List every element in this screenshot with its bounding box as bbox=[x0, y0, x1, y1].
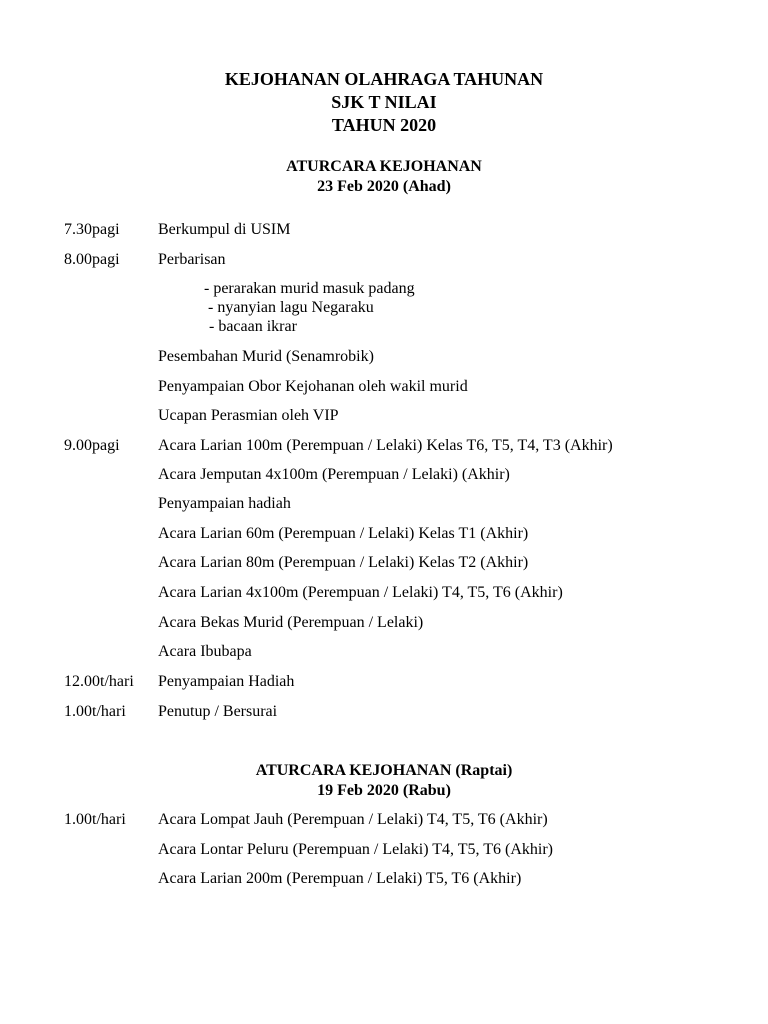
perbarisan-subitem: - nyanyian lagu Negaraku bbox=[208, 299, 374, 316]
row-item: Acara Larian 100m (Perempuan / Lelaki) Kelas T6, T5, T4, T3 (Akhir) bbox=[158, 437, 613, 454]
row-item: Penyampaian Hadiah bbox=[158, 673, 295, 690]
schedule-row bbox=[0, 672, 768, 692]
title-line-1: KEJOHANAN OLAHRAGA TAHUNAN bbox=[224, 69, 544, 89]
schedule-row bbox=[0, 613, 768, 633]
schedule-row bbox=[0, 220, 768, 240]
schedule-row bbox=[0, 406, 768, 426]
row-item: Acara Lompat Jauh (Perempuan / Lelaki) T4, T5, T6 (Akhir) bbox=[158, 811, 548, 828]
title-line-3: TAHUN 2020 bbox=[331, 115, 437, 135]
row-item: Penyampaian hadiah bbox=[158, 495, 291, 512]
section1-heading-block bbox=[0, 157, 768, 197]
schedule-row bbox=[0, 377, 768, 397]
row-time: 1.00t/hari bbox=[64, 703, 126, 720]
row-time: 7.30pagi bbox=[64, 221, 120, 238]
schedule-row bbox=[0, 810, 768, 830]
schedule-row bbox=[0, 465, 768, 485]
row-item: Acara Larian 80m (Perempuan / Lelaki) Kelas T2 (Akhir) bbox=[158, 554, 529, 571]
row-item: Penutup / Bersurai bbox=[158, 703, 278, 720]
section2-heading-block bbox=[0, 761, 768, 801]
schedule-row bbox=[0, 869, 768, 889]
title-line-2: SJK T NILAI bbox=[331, 92, 437, 112]
row-item: Penyampaian Obor Kejohanan oleh wakil murid bbox=[158, 378, 468, 395]
schedule-row bbox=[0, 642, 768, 662]
perbarisan-subitem: - perarakan murid masuk padang bbox=[204, 280, 415, 297]
row-item: Acara Jemputan 4x100m (Perempuan / Lelaki) (Akhir) bbox=[158, 466, 510, 483]
row-item: Acara Larian 200m (Perempuan / Lelaki) T5, T6 (Akhir) bbox=[158, 870, 522, 887]
schedule-row bbox=[0, 250, 768, 270]
row-time: 12.00t/hari bbox=[64, 673, 134, 690]
row-item: Acara Larian 60m (Perempuan / Lelaki) Kelas T1 (Akhir) bbox=[158, 525, 529, 542]
schedule-row bbox=[0, 702, 768, 722]
row-item: Acara Ibubapa bbox=[158, 643, 252, 660]
schedule-row bbox=[0, 553, 768, 573]
section1-date: 23 Feb 2020 (Ahad) bbox=[317, 178, 451, 195]
row-item: Acara Lontar Peluru (Perempuan / Lelaki) T4, T5, T6 (Akhir) bbox=[158, 841, 553, 858]
schedule-row bbox=[0, 583, 768, 603]
row-time: 9.00pagi bbox=[64, 437, 120, 454]
schedule-row bbox=[0, 524, 768, 544]
row-time: 1.00t/hari bbox=[64, 811, 126, 828]
document-title bbox=[0, 68, 768, 137]
schedule-row bbox=[0, 494, 768, 514]
section2-heading: ATURCARA KEJOHANAN (Raptai) bbox=[255, 762, 513, 779]
row-item: Berkumpul di USIM bbox=[158, 221, 291, 238]
row-item: Perbarisan bbox=[158, 251, 226, 268]
row-time: 8.00pagi bbox=[64, 251, 120, 268]
row-item: Ucapan Perasmian oleh VIP bbox=[158, 407, 339, 424]
schedule-row bbox=[0, 840, 768, 860]
row-item: Acara Larian 4x100m (Perempuan / Lelaki) T4, T5, T6 (Akhir) bbox=[158, 584, 563, 601]
row-item: Pesembahan Murid (Senamrobik) bbox=[158, 348, 374, 365]
schedule-row bbox=[0, 436, 768, 456]
row-item: Acara Bekas Murid (Perempuan / Lelaki) bbox=[158, 614, 424, 631]
perbarisan-subitem: - bacaan ikrar bbox=[209, 318, 297, 335]
schedule-row bbox=[0, 347, 768, 367]
section2-date: 19 Feb 2020 (Rabu) bbox=[317, 782, 451, 799]
section1-heading: ATURCARA KEJOHANAN bbox=[286, 158, 482, 175]
